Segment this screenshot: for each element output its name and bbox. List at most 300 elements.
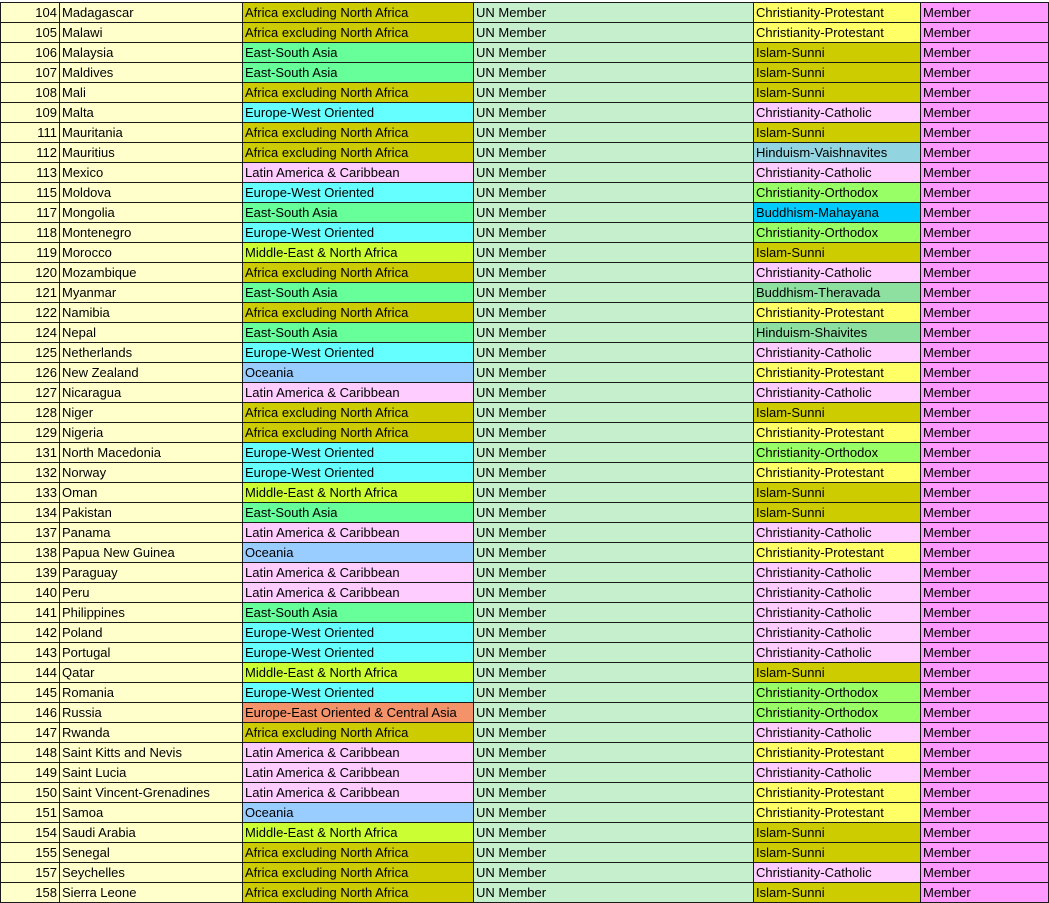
cell-country[interactable]: Peru xyxy=(60,583,243,603)
cell-row-number[interactable]: 158 xyxy=(1,883,60,903)
cell-membership[interactable]: Member xyxy=(921,483,1049,503)
cell-membership[interactable]: Member xyxy=(921,743,1049,763)
table-row xyxy=(1,403,1049,423)
cell-membership[interactable]: Member xyxy=(921,843,1049,863)
cell-un-status[interactable]: UN Member xyxy=(474,663,754,683)
cell-region[interactable]: East-South Asia xyxy=(243,503,474,523)
cell-un-status[interactable]: UN Member xyxy=(474,123,754,143)
cell-region[interactable]: Africa excluding North Africa xyxy=(243,883,474,903)
cell-country[interactable]: Nigeria xyxy=(60,423,243,443)
cell-row-number[interactable]: 129 xyxy=(1,423,60,443)
cell-country[interactable]: Sierra Leone xyxy=(60,883,243,903)
table-row xyxy=(1,63,1049,83)
cell-country[interactable]: Niger xyxy=(60,403,243,423)
cell-region[interactable]: Latin America & Caribbean xyxy=(243,563,474,583)
cell-country[interactable]: Russia xyxy=(60,703,243,723)
cell-religion[interactable]: Christianity-Protestant xyxy=(754,303,921,323)
cell-membership[interactable]: Member xyxy=(921,163,1049,183)
cell-religion[interactable]: Islam-Sunni xyxy=(754,663,921,683)
cell-membership[interactable]: Member xyxy=(921,23,1049,43)
cell-country[interactable]: Madagascar xyxy=(60,3,243,23)
cell-membership[interactable]: Member xyxy=(921,63,1049,83)
table-row xyxy=(1,563,1049,583)
cell-un-status[interactable]: UN Member xyxy=(474,323,754,343)
cell-row-number[interactable]: 134 xyxy=(1,503,60,523)
cell-un-status[interactable]: UN Member xyxy=(474,203,754,223)
cell-country[interactable]: Samoa xyxy=(60,803,243,823)
table-row xyxy=(1,783,1049,803)
cell-un-status[interactable]: UN Member xyxy=(474,463,754,483)
cell-religion[interactable]: Christianity-Catholic xyxy=(754,723,921,743)
cell-religion[interactable]: Christianity-Catholic xyxy=(754,763,921,783)
table-row xyxy=(1,283,1049,303)
table-row xyxy=(1,183,1049,203)
cell-membership[interactable]: Member xyxy=(921,83,1049,103)
cell-un-status[interactable]: UN Member xyxy=(474,223,754,243)
cell-row-number[interactable]: 124 xyxy=(1,323,60,343)
cell-row-number[interactable]: 117 xyxy=(1,203,60,223)
table-row xyxy=(1,723,1049,743)
cell-un-status[interactable]: UN Member xyxy=(474,643,754,663)
cell-membership[interactable]: Member xyxy=(921,823,1049,843)
cell-row-number[interactable]: 144 xyxy=(1,663,60,683)
cell-membership[interactable]: Member xyxy=(921,123,1049,143)
table-row xyxy=(1,843,1049,863)
cell-membership[interactable]: Member xyxy=(921,3,1049,23)
cell-country[interactable]: Montenegro xyxy=(60,223,243,243)
cell-row-number[interactable]: 105 xyxy=(1,23,60,43)
cell-religion[interactable]: Islam-Sunni xyxy=(754,883,921,903)
table-row xyxy=(1,263,1049,283)
cell-row-number[interactable]: 125 xyxy=(1,343,60,363)
cell-religion[interactable]: Christianity-Protestant xyxy=(754,3,921,23)
cell-un-status[interactable]: UN Member xyxy=(474,403,754,423)
cell-region[interactable]: Africa excluding North Africa xyxy=(243,263,474,283)
cell-country[interactable]: Mauritania xyxy=(60,123,243,143)
cell-country[interactable]: Rwanda xyxy=(60,723,243,743)
cell-country[interactable]: Moldova xyxy=(60,183,243,203)
cell-un-status[interactable]: UN Member xyxy=(474,143,754,163)
cell-membership[interactable]: Member xyxy=(921,663,1049,683)
table-row xyxy=(1,343,1049,363)
cell-country[interactable]: Saudi Arabia xyxy=(60,823,243,843)
cell-country[interactable]: Norway xyxy=(60,463,243,483)
cell-religion[interactable]: Christianity-Protestant xyxy=(754,783,921,803)
table-row xyxy=(1,543,1049,563)
cell-region[interactable]: Africa excluding North Africa xyxy=(243,863,474,883)
cell-un-status[interactable]: UN Member xyxy=(474,363,754,383)
cell-row-number[interactable]: 132 xyxy=(1,463,60,483)
cell-region[interactable]: Latin America & Caribbean xyxy=(243,783,474,803)
table-row xyxy=(1,523,1049,543)
cell-religion[interactable]: Christianity-Catholic xyxy=(754,103,921,123)
cell-row-number[interactable]: 126 xyxy=(1,363,60,383)
cell-un-status[interactable]: UN Member xyxy=(474,523,754,543)
cell-row-number[interactable]: 145 xyxy=(1,683,60,703)
cell-region[interactable]: Middle-East & North Africa xyxy=(243,823,474,843)
cell-membership[interactable]: Member xyxy=(921,143,1049,163)
cell-religion[interactable]: Islam-Sunni xyxy=(754,83,921,103)
cell-religion[interactable]: Christianity-Orthodox xyxy=(754,683,921,703)
cell-region[interactable]: Africa excluding North Africa xyxy=(243,123,474,143)
cell-country[interactable]: Papua New Guinea xyxy=(60,543,243,563)
cell-country[interactable]: New Zealand xyxy=(60,363,243,383)
cell-membership[interactable]: Member xyxy=(921,563,1049,583)
cell-row-number[interactable]: 138 xyxy=(1,543,60,563)
cell-row-number[interactable]: 131 xyxy=(1,443,60,463)
cell-country[interactable]: Malta xyxy=(60,103,243,123)
cell-religion[interactable]: Hinduism-Shaivites xyxy=(754,323,921,343)
cell-country[interactable]: Portugal xyxy=(60,643,243,663)
cell-region[interactable]: Europe-West Oriented xyxy=(243,643,474,663)
cell-region[interactable]: Africa excluding North Africa xyxy=(243,143,474,163)
cell-un-status[interactable]: UN Member xyxy=(474,803,754,823)
table-row xyxy=(1,823,1049,843)
cell-region[interactable]: Africa excluding North Africa xyxy=(243,303,474,323)
cell-country[interactable]: Mongolia xyxy=(60,203,243,223)
cell-region[interactable]: Europe-West Oriented xyxy=(243,443,474,463)
cell-un-status[interactable]: UN Member xyxy=(474,783,754,803)
cell-region[interactable]: Europe-East Oriented & Central Asia xyxy=(243,703,474,723)
cell-membership[interactable]: Member xyxy=(921,303,1049,323)
cell-membership[interactable]: Member xyxy=(921,683,1049,703)
cell-region[interactable]: Latin America & Caribbean xyxy=(243,523,474,543)
cell-un-status[interactable]: UN Member xyxy=(474,183,754,203)
cell-membership[interactable]: Member xyxy=(921,723,1049,743)
cell-region[interactable]: Europe-West Oriented xyxy=(243,223,474,243)
cell-membership[interactable]: Member xyxy=(921,863,1049,883)
cell-region[interactable]: Europe-West Oriented xyxy=(243,103,474,123)
cell-religion[interactable]: Islam-Sunni xyxy=(754,63,921,83)
cell-row-number[interactable]: 157 xyxy=(1,863,60,883)
cell-membership[interactable]: Member xyxy=(921,323,1049,343)
cell-row-number[interactable]: 148 xyxy=(1,743,60,763)
cell-country[interactable]: Myanmar xyxy=(60,283,243,303)
cell-religion[interactable]: Christianity-Orthodox xyxy=(754,223,921,243)
cell-membership[interactable]: Member xyxy=(921,263,1049,283)
cell-religion[interactable]: Christianity-Catholic xyxy=(754,383,921,403)
cell-religion[interactable]: Islam-Sunni xyxy=(754,503,921,523)
cell-row-number[interactable]: 149 xyxy=(1,763,60,783)
cell-country[interactable]: Panama xyxy=(60,523,243,543)
cell-row-number[interactable]: 112 xyxy=(1,143,60,163)
cell-row-number[interactable]: 140 xyxy=(1,583,60,603)
cell-un-status[interactable]: UN Member xyxy=(474,883,754,903)
cell-region[interactable]: Africa excluding North Africa xyxy=(243,403,474,423)
cell-un-status[interactable]: UN Member xyxy=(474,163,754,183)
table-row xyxy=(1,883,1049,903)
cell-religion[interactable]: Christianity-Protestant xyxy=(754,23,921,43)
table-row xyxy=(1,863,1049,883)
cell-membership[interactable]: Member xyxy=(921,623,1049,643)
cell-religion[interactable]: Christianity-Orthodox xyxy=(754,703,921,723)
cell-country[interactable]: Nicaragua xyxy=(60,383,243,403)
cell-region[interactable]: Oceania xyxy=(243,543,474,563)
cell-membership[interactable]: Member xyxy=(921,243,1049,263)
cell-un-status[interactable]: UN Member xyxy=(474,763,754,783)
cell-country[interactable]: Seychelles xyxy=(60,863,243,883)
cell-religion[interactable]: Christianity-Catholic xyxy=(754,263,921,283)
cell-country[interactable]: Senegal xyxy=(60,843,243,863)
cell-un-status[interactable]: UN Member xyxy=(474,823,754,843)
cell-membership[interactable]: Member xyxy=(921,43,1049,63)
cell-religion[interactable]: Christianity-Catholic xyxy=(754,343,921,363)
cell-membership[interactable]: Member xyxy=(921,443,1049,463)
cell-region[interactable]: Africa excluding North Africa xyxy=(243,723,474,743)
cell-region[interactable]: East-South Asia xyxy=(243,203,474,223)
cell-un-status[interactable]: UN Member xyxy=(474,283,754,303)
cell-un-status[interactable]: UN Member xyxy=(474,483,754,503)
cell-religion[interactable]: Christianity-Protestant xyxy=(754,463,921,483)
cell-country[interactable]: Nepal xyxy=(60,323,243,343)
cell-un-status[interactable]: UN Member xyxy=(474,103,754,123)
cell-country[interactable]: Paraguay xyxy=(60,563,243,583)
cell-religion[interactable]: Christianity-Orthodox xyxy=(754,443,921,463)
cell-religion[interactable]: Christianity-Catholic xyxy=(754,603,921,623)
cell-country[interactable]: North Macedonia xyxy=(60,443,243,463)
table-row xyxy=(1,683,1049,703)
cell-row-number[interactable]: 141 xyxy=(1,603,60,623)
cell-membership[interactable]: Member xyxy=(921,463,1049,483)
cell-un-status[interactable]: UN Member xyxy=(474,3,754,23)
cell-row-number[interactable]: 151 xyxy=(1,803,60,823)
cell-country[interactable]: Poland xyxy=(60,623,243,643)
cell-un-status[interactable]: UN Member xyxy=(474,843,754,863)
cell-religion[interactable]: Islam-Sunni xyxy=(754,483,921,503)
cell-row-number[interactable]: 142 xyxy=(1,623,60,643)
cell-religion[interactable]: Christianity-Catholic xyxy=(754,583,921,603)
cell-un-status[interactable]: UN Member xyxy=(474,243,754,263)
cell-membership[interactable]: Member xyxy=(921,343,1049,363)
cell-country[interactable]: Mauritius xyxy=(60,143,243,163)
cell-membership[interactable]: Member xyxy=(921,423,1049,443)
cell-un-status[interactable]: UN Member xyxy=(474,63,754,83)
cell-row-number[interactable]: 118 xyxy=(1,223,60,243)
cell-country[interactable]: Saint Vincent-Grenadines xyxy=(60,783,243,803)
cell-un-status[interactable]: UN Member xyxy=(474,443,754,463)
cell-un-status[interactable]: UN Member xyxy=(474,23,754,43)
cell-un-status[interactable]: UN Member xyxy=(474,703,754,723)
cell-membership[interactable]: Member xyxy=(921,543,1049,563)
cell-region[interactable]: Latin America & Caribbean xyxy=(243,743,474,763)
spreadsheet-body xyxy=(1,3,1049,903)
cell-region[interactable]: East-South Asia xyxy=(243,283,474,303)
cell-country[interactable]: Maldives xyxy=(60,63,243,83)
cell-row-number[interactable]: 121 xyxy=(1,283,60,303)
cell-religion[interactable]: Christianity-Catholic xyxy=(754,623,921,643)
cell-region[interactable]: Latin America & Caribbean xyxy=(243,763,474,783)
cell-membership[interactable]: Member xyxy=(921,643,1049,663)
cell-row-number[interactable]: 119 xyxy=(1,243,60,263)
cell-un-status[interactable]: UN Member xyxy=(474,263,754,283)
table-row xyxy=(1,163,1049,183)
cell-religion[interactable]: Christianity-Protestant xyxy=(754,543,921,563)
table-row xyxy=(1,23,1049,43)
cell-un-status[interactable]: UN Member xyxy=(474,423,754,443)
cell-country[interactable]: Pakistan xyxy=(60,503,243,523)
cell-un-status[interactable]: UN Member xyxy=(474,723,754,743)
cell-region[interactable]: Latin America & Caribbean xyxy=(243,163,474,183)
cell-region[interactable]: Africa excluding North Africa xyxy=(243,83,474,103)
cell-membership[interactable]: Member xyxy=(921,103,1049,123)
cell-region[interactable]: Africa excluding North Africa xyxy=(243,23,474,43)
cell-religion[interactable]: Islam-Sunni xyxy=(754,843,921,863)
cell-row-number[interactable]: 133 xyxy=(1,483,60,503)
cell-membership[interactable]: Member xyxy=(921,503,1049,523)
cell-country[interactable]: Namibia xyxy=(60,303,243,323)
cell-region[interactable]: East-South Asia xyxy=(243,603,474,623)
cell-country[interactable]: Netherlands xyxy=(60,343,243,363)
cell-region[interactable]: Africa excluding North Africa xyxy=(243,3,474,23)
cell-row-number[interactable]: 122 xyxy=(1,303,60,323)
cell-membership[interactable]: Member xyxy=(921,203,1049,223)
cell-religion[interactable]: Islam-Sunni xyxy=(754,43,921,63)
cell-row-number[interactable]: 128 xyxy=(1,403,60,423)
cell-region[interactable]: Latin America & Caribbean xyxy=(243,383,474,403)
cell-un-status[interactable]: UN Member xyxy=(474,563,754,583)
cell-religion[interactable]: Buddhism-Theravada xyxy=(754,283,921,303)
cell-region[interactable]: Latin America & Caribbean xyxy=(243,583,474,603)
cell-region[interactable]: East-South Asia xyxy=(243,323,474,343)
cell-region[interactable]: Middle-East & North Africa xyxy=(243,243,474,263)
cell-country[interactable]: Romania xyxy=(60,683,243,703)
cell-religion[interactable]: Christianity-Orthodox xyxy=(754,183,921,203)
cell-row-number[interactable]: 150 xyxy=(1,783,60,803)
cell-region[interactable]: East-South Asia xyxy=(243,63,474,83)
cell-un-status[interactable]: UN Member xyxy=(474,583,754,603)
cell-country[interactable]: Malaysia xyxy=(60,43,243,63)
cell-row-number[interactable]: 147 xyxy=(1,723,60,743)
cell-region[interactable]: Europe-West Oriented xyxy=(243,183,474,203)
cell-country[interactable]: Mexico xyxy=(60,163,243,183)
cell-row-number[interactable]: 108 xyxy=(1,83,60,103)
cell-row-number[interactable]: 146 xyxy=(1,703,60,723)
cell-row-number[interactable]: 111 xyxy=(1,123,60,143)
cell-religion[interactable]: Islam-Sunni xyxy=(754,403,921,423)
cell-region[interactable]: Europe-West Oriented xyxy=(243,623,474,643)
cell-membership[interactable]: Member xyxy=(921,223,1049,243)
cell-un-status[interactable]: UN Member xyxy=(474,683,754,703)
cell-country[interactable]: Philippines xyxy=(60,603,243,623)
cell-un-status[interactable]: UN Member xyxy=(474,603,754,623)
cell-country[interactable]: Qatar xyxy=(60,663,243,683)
cell-row-number[interactable]: 109 xyxy=(1,103,60,123)
cell-membership[interactable]: Member xyxy=(921,283,1049,303)
cell-religion[interactable]: Buddhism-Mahayana xyxy=(754,203,921,223)
cell-membership[interactable]: Member xyxy=(921,363,1049,383)
cell-row-number[interactable]: 104 xyxy=(1,3,60,23)
table-row xyxy=(1,423,1049,443)
cell-religion[interactable]: Christianity-Protestant xyxy=(754,803,921,823)
cell-un-status[interactable]: UN Member xyxy=(474,383,754,403)
cell-membership[interactable]: Member xyxy=(921,383,1049,403)
cell-row-number[interactable]: 127 xyxy=(1,383,60,403)
cell-region[interactable]: Europe-West Oriented xyxy=(243,343,474,363)
cell-region[interactable]: East-South Asia xyxy=(243,43,474,63)
cell-religion[interactable]: Christianity-Protestant xyxy=(754,423,921,443)
cell-region[interactable]: Europe-West Oriented xyxy=(243,683,474,703)
cell-un-status[interactable]: UN Member xyxy=(474,343,754,363)
cell-country[interactable]: Mozambique xyxy=(60,263,243,283)
cell-region[interactable]: Africa excluding North Africa xyxy=(243,843,474,863)
table-row xyxy=(1,103,1049,123)
cell-religion[interactable]: Christianity-Catholic xyxy=(754,643,921,663)
cell-membership[interactable]: Member xyxy=(921,883,1049,903)
cell-membership[interactable]: Member xyxy=(921,523,1049,543)
table-row xyxy=(1,123,1049,143)
table-row xyxy=(1,623,1049,643)
cell-un-status[interactable]: UN Member xyxy=(474,303,754,323)
cell-membership[interactable]: Member xyxy=(921,603,1049,623)
table-row xyxy=(1,463,1049,483)
cell-country[interactable]: Malawi xyxy=(60,23,243,43)
cell-row-number[interactable]: 155 xyxy=(1,843,60,863)
table-row xyxy=(1,223,1049,243)
cell-religion[interactable]: Christianity-Protestant xyxy=(754,363,921,383)
cell-religion[interactable]: Christianity-Catholic xyxy=(754,163,921,183)
table-row xyxy=(1,83,1049,103)
cell-membership[interactable]: Member xyxy=(921,763,1049,783)
table-row xyxy=(1,763,1049,783)
cell-row-number[interactable]: 154 xyxy=(1,823,60,843)
cell-region[interactable]: Africa excluding North Africa xyxy=(243,423,474,443)
cell-row-number[interactable]: 120 xyxy=(1,263,60,283)
table-row xyxy=(1,323,1049,343)
cell-country[interactable]: Morocco xyxy=(60,243,243,263)
cell-un-status[interactable]: UN Member xyxy=(474,83,754,103)
cell-country[interactable]: Mali xyxy=(60,83,243,103)
cell-un-status[interactable]: UN Member xyxy=(474,503,754,523)
cell-un-status[interactable]: UN Member xyxy=(474,543,754,563)
cell-row-number[interactable]: 139 xyxy=(1,563,60,583)
cell-religion[interactable]: Christianity-Catholic xyxy=(754,523,921,543)
table-row xyxy=(1,383,1049,403)
cell-region[interactable]: Middle-East & North Africa xyxy=(243,663,474,683)
cell-membership[interactable]: Member xyxy=(921,803,1049,823)
cell-row-number[interactable]: 137 xyxy=(1,523,60,543)
cell-country[interactable]: Oman xyxy=(60,483,243,503)
cell-religion[interactable]: Christianity-Catholic xyxy=(754,563,921,583)
cell-un-status[interactable]: UN Member xyxy=(474,43,754,63)
cell-religion[interactable]: Islam-Sunni xyxy=(754,243,921,263)
cell-membership[interactable]: Member xyxy=(921,703,1049,723)
cell-un-status[interactable]: UN Member xyxy=(474,743,754,763)
cell-country[interactable]: Saint Lucia xyxy=(60,763,243,783)
cell-country[interactable]: Saint Kitts and Nevis xyxy=(60,743,243,763)
table-row xyxy=(1,243,1049,263)
cell-row-number[interactable]: 115 xyxy=(1,183,60,203)
cell-region[interactable]: Oceania xyxy=(243,803,474,823)
cell-row-number[interactable]: 143 xyxy=(1,643,60,663)
cell-row-number[interactable]: 107 xyxy=(1,63,60,83)
cell-row-number[interactable]: 106 xyxy=(1,43,60,63)
cell-membership[interactable]: Member xyxy=(921,783,1049,803)
cell-row-number[interactable]: 113 xyxy=(1,163,60,183)
cell-region[interactable]: Middle-East & North Africa xyxy=(243,483,474,503)
cell-religion[interactable]: Islam-Sunni xyxy=(754,123,921,143)
cell-un-status[interactable]: UN Member xyxy=(474,863,754,883)
cell-membership[interactable]: Member xyxy=(921,183,1049,203)
cell-religion[interactable]: Christianity-Catholic xyxy=(754,863,921,883)
cell-un-status[interactable]: UN Member xyxy=(474,623,754,643)
cell-membership[interactable]: Member xyxy=(921,583,1049,603)
cell-religion[interactable]: Christianity-Protestant xyxy=(754,743,921,763)
cell-religion[interactable]: Hinduism-Vaishnavites xyxy=(754,143,921,163)
cell-region[interactable]: Europe-West Oriented xyxy=(243,463,474,483)
cell-religion[interactable]: Islam-Sunni xyxy=(754,823,921,843)
cell-region[interactable]: Oceania xyxy=(243,363,474,383)
cell-membership[interactable]: Member xyxy=(921,403,1049,423)
